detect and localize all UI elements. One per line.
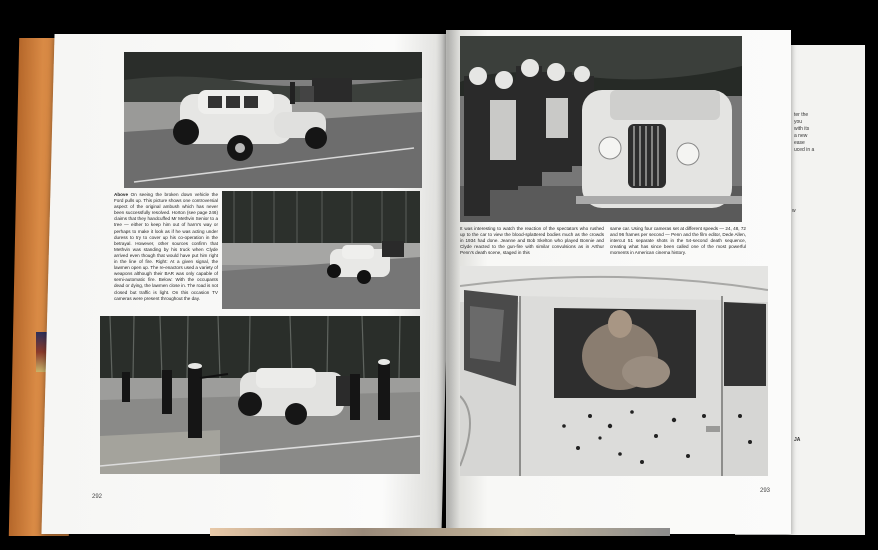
page-number-right: 293 — [760, 488, 771, 494]
left-page-caption: Above On seeing the broken down vehicle the Ford pulls up. This picture shows one controversial aspect of the original ambush which has never been successfully resolved. Horton (see page 246) claims that they handcuffed Mr Methvin Senior to a tree — either to keep him out of harm's way or perhaps to make it look as if he was acting under duress to try to cover up his co-operation in the betrayal. However, other sources confirm that Methvin was standing by his truck when Clyde arrived even though that would have put him right in the line of fire. Right: At a given signal, the lawmen open up. The re-enactors used a variety of weapons although their BAR was only capable of semi-automatic fire. Below: With the occupants dead or dying, the lawmen close in. The road is not closed but traffic is light. On this occasion TV cameras were present throughout the day. — [114, 192, 218, 301]
back-page-text: ter the you with its a new ease uced in a — [794, 112, 815, 153]
photo-lawmen-ambush — [100, 316, 420, 474]
photo-car-on-road — [124, 52, 422, 188]
back-page-text-2: w — [792, 208, 796, 214]
photo-car-distant — [222, 191, 420, 309]
back-page-text-4: JA — [794, 437, 801, 443]
photo-crowd-around-car — [460, 36, 742, 222]
book-binding — [210, 528, 670, 536]
book-spine — [436, 30, 460, 534]
page-number-left: 292 — [92, 494, 103, 500]
photo-bullet-ridden-car — [460, 266, 768, 476]
right-page-caption-right: same car. Using four cameras set at different speeds — 24, 48, 72 and 96 frames per second — Penn and the film editor, Dede Allen, intercut 51 separate shots in the 54-second death sequence, creating what has since been called one of the most powerful moments in American cinema history. — [610, 226, 746, 256]
right-page-caption-left: It was interesting to watch the reaction of the spectators who rushed up to the car to view the blood-splattered bodies much as the crowds in 1934 had done. Jeanne and Bob Skelton who played Bonnie and Clyde reacted to the gun-fire with similar convulsions as in Arthur Penn's death scene, staged in this — [460, 226, 604, 256]
